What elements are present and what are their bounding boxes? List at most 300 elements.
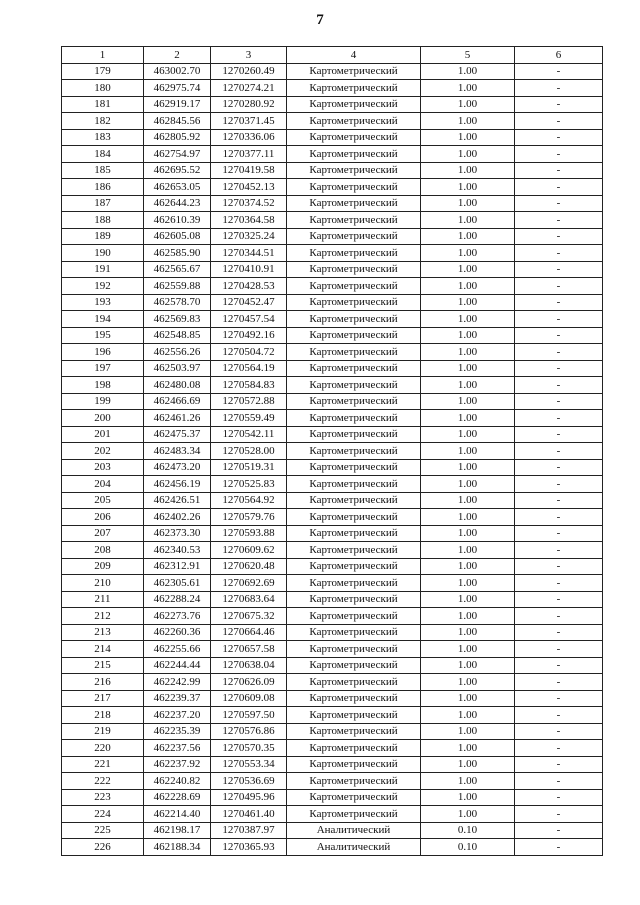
table-cell: 223: [62, 789, 144, 806]
table-cell: 1270564.19: [211, 360, 287, 377]
table-cell: 1270377.11: [211, 146, 287, 163]
table-cell: 196: [62, 344, 144, 361]
table-cell: Картометрический: [287, 476, 421, 493]
table-cell: 184: [62, 146, 144, 163]
table-cell: 1.00: [421, 558, 515, 575]
table-cell: 462578.70: [144, 294, 211, 311]
table-cell: 1270597.50: [211, 707, 287, 724]
table-cell: 462975.74: [144, 80, 211, 97]
table-cell: Картометрический: [287, 657, 421, 674]
table-cell: 1270374.52: [211, 195, 287, 212]
table-cell: 1270675.32: [211, 608, 287, 625]
table-cell: 192: [62, 278, 144, 295]
table-cell: 462475.37: [144, 426, 211, 443]
table-row: [62, 690, 603, 707]
table-cell: 1270492.16: [211, 327, 287, 344]
table-cell: 1270461.40: [211, 806, 287, 823]
table-cell: 1270584.83: [211, 377, 287, 394]
table-cell: -: [515, 624, 603, 641]
table-cell: 462480.08: [144, 377, 211, 394]
table-cell: 462644.23: [144, 195, 211, 212]
table-body: [62, 63, 603, 855]
table-cell: 1.00: [421, 459, 515, 476]
table-cell: 462503.97: [144, 360, 211, 377]
table-cell: -: [515, 228, 603, 245]
table-cell: 179: [62, 63, 144, 80]
table-cell: -: [515, 80, 603, 97]
table-cell: 224: [62, 806, 144, 823]
table-row: [62, 245, 603, 262]
table-row: [62, 344, 603, 361]
table-cell: Картометрический: [287, 690, 421, 707]
table-cell: Картометрический: [287, 327, 421, 344]
table-cell: 1270274.21: [211, 80, 287, 97]
table-cell: Картометрический: [287, 789, 421, 806]
table-cell: 462214.40: [144, 806, 211, 823]
table-cell: 1.00: [421, 377, 515, 394]
table-cell: 1.00: [421, 393, 515, 410]
table-cell: -: [515, 360, 603, 377]
header-cell: 2: [144, 47, 211, 64]
table-cell: Картометрический: [287, 525, 421, 542]
table-cell: 209: [62, 558, 144, 575]
table-cell: -: [515, 393, 603, 410]
header-cell: 5: [421, 47, 515, 64]
table-cell: -: [515, 146, 603, 163]
table-row: [62, 509, 603, 526]
table-cell: 462242.99: [144, 674, 211, 691]
table-cell: 1270452.47: [211, 294, 287, 311]
table-cell: 1.00: [421, 740, 515, 757]
table-cell: 1270365.93: [211, 839, 287, 856]
table-cell: 462653.05: [144, 179, 211, 196]
table-cell: 211: [62, 591, 144, 608]
table-cell: 1.00: [421, 674, 515, 691]
table-cell: 205: [62, 492, 144, 509]
table-cell: 183: [62, 129, 144, 146]
table-cell: 198: [62, 377, 144, 394]
table-cell: 212: [62, 608, 144, 625]
table-cell: -: [515, 327, 603, 344]
table-cell: 1270504.72: [211, 344, 287, 361]
table-cell: -: [515, 558, 603, 575]
table-cell: 189: [62, 228, 144, 245]
table-cell: -: [515, 410, 603, 427]
table-cell: 1.00: [421, 624, 515, 641]
table-cell: 194: [62, 311, 144, 328]
table-cell: 462456.19: [144, 476, 211, 493]
table-cell: 182: [62, 113, 144, 130]
table-cell: 1270336.06: [211, 129, 287, 146]
table-cell: 1270325.24: [211, 228, 287, 245]
table-cell: 462237.92: [144, 756, 211, 773]
table-row: [62, 492, 603, 509]
table-cell: 181: [62, 96, 144, 113]
table-cell: 1.00: [421, 162, 515, 179]
table-cell: Картометрический: [287, 393, 421, 410]
table-cell: 1270536.69: [211, 773, 287, 790]
table-cell: 1.00: [421, 212, 515, 229]
table-row: [62, 228, 603, 245]
table-cell: 462288.24: [144, 591, 211, 608]
table-cell: 462556.26: [144, 344, 211, 361]
table-cell: 208: [62, 542, 144, 559]
table-row: [62, 311, 603, 328]
table-row: [62, 393, 603, 410]
table-cell: 1.00: [421, 179, 515, 196]
table-cell: -: [515, 377, 603, 394]
table-cell: 1.00: [421, 789, 515, 806]
table-cell: Картометрический: [287, 195, 421, 212]
table-cell: Картометрический: [287, 542, 421, 559]
header-cell: 3: [211, 47, 287, 64]
table-cell: Картометрический: [287, 360, 421, 377]
table-cell: 213: [62, 624, 144, 641]
table-cell: 1270609.62: [211, 542, 287, 559]
table-cell: Картометрический: [287, 575, 421, 592]
table-row: [62, 740, 603, 757]
table-cell: 215: [62, 657, 144, 674]
table-cell: 462483.34: [144, 443, 211, 460]
table-cell: 462610.39: [144, 212, 211, 229]
table-cell: 1270519.31: [211, 459, 287, 476]
table-cell: 1.00: [421, 146, 515, 163]
table-row: [62, 822, 603, 839]
table-cell: -: [515, 294, 603, 311]
table-cell: Картометрический: [287, 509, 421, 526]
table-cell: Картометрический: [287, 245, 421, 262]
table-cell: 1270638.04: [211, 657, 287, 674]
table-header-row: [62, 47, 603, 64]
table-cell: 1.00: [421, 129, 515, 146]
table-cell: -: [515, 641, 603, 658]
table-cell: 1.00: [421, 525, 515, 542]
table-cell: 1.00: [421, 63, 515, 80]
table-cell: 1270371.45: [211, 113, 287, 130]
table-cell: 1270570.35: [211, 740, 287, 757]
table-row: [62, 113, 603, 130]
table-cell: 1270428.53: [211, 278, 287, 295]
table-cell: -: [515, 63, 603, 80]
table-row: [62, 624, 603, 641]
table-cell: 1270260.49: [211, 63, 287, 80]
table-row: [62, 591, 603, 608]
table-cell: Картометрический: [287, 212, 421, 229]
table-row: [62, 278, 603, 295]
table-cell: 1270683.64: [211, 591, 287, 608]
table-cell: 462402.26: [144, 509, 211, 526]
table-cell: 1.00: [421, 294, 515, 311]
table-cell: -: [515, 657, 603, 674]
table-row: [62, 789, 603, 806]
table-cell: 462340.53: [144, 542, 211, 559]
table-cell: Аналитический: [287, 822, 421, 839]
table-cell: 462237.56: [144, 740, 211, 757]
table-cell: Картометрический: [287, 344, 421, 361]
table-cell: Картометрический: [287, 377, 421, 394]
table-cell: 186: [62, 179, 144, 196]
table-row: [62, 146, 603, 163]
table-cell: 201: [62, 426, 144, 443]
table-cell: 462605.08: [144, 228, 211, 245]
table-cell: Картометрический: [287, 756, 421, 773]
table-cell: Картометрический: [287, 492, 421, 509]
table-cell: 462565.67: [144, 261, 211, 278]
table-cell: 1.00: [421, 773, 515, 790]
table-cell: 1.00: [421, 575, 515, 592]
table-cell: -: [515, 723, 603, 740]
table-row: [62, 723, 603, 740]
table-row: [62, 294, 603, 311]
table-cell: -: [515, 476, 603, 493]
table-cell: 1270495.96: [211, 789, 287, 806]
table-cell: Картометрический: [287, 113, 421, 130]
table-cell: 462255.66: [144, 641, 211, 658]
table-cell: 1.00: [421, 278, 515, 295]
table-cell: -: [515, 608, 603, 625]
table-cell: 462228.69: [144, 789, 211, 806]
table-cell: 1270626.09: [211, 674, 287, 691]
table-cell: 1270572.88: [211, 393, 287, 410]
table-cell: Картометрический: [287, 162, 421, 179]
table-cell: 1.00: [421, 542, 515, 559]
table-cell: 462305.61: [144, 575, 211, 592]
table-cell: 219: [62, 723, 144, 740]
table-cell: 1270452.13: [211, 179, 287, 196]
table-cell: 1.00: [421, 641, 515, 658]
table-cell: 1.00: [421, 806, 515, 823]
table-cell: 1.00: [421, 509, 515, 526]
table-cell: 218: [62, 707, 144, 724]
table-cell: Картометрический: [287, 80, 421, 97]
table-row: [62, 80, 603, 97]
table-row: [62, 443, 603, 460]
table-cell: 463002.70: [144, 63, 211, 80]
table-cell: -: [515, 212, 603, 229]
table-cell: 462805.92: [144, 129, 211, 146]
table-cell: 1270542.11: [211, 426, 287, 443]
table-cell: 1.00: [421, 327, 515, 344]
table-row: [62, 410, 603, 427]
table-cell: 193: [62, 294, 144, 311]
table-cell: 1270620.48: [211, 558, 287, 575]
table-cell: -: [515, 690, 603, 707]
table-cell: -: [515, 525, 603, 542]
table-cell: 462466.69: [144, 393, 211, 410]
table-row: [62, 756, 603, 773]
table-cell: 462244.44: [144, 657, 211, 674]
table-cell: 462426.51: [144, 492, 211, 509]
table-cell: Аналитический: [287, 839, 421, 856]
table-cell: 462239.37: [144, 690, 211, 707]
table-cell: 462235.39: [144, 723, 211, 740]
table-cell: Картометрический: [287, 410, 421, 427]
table-cell: 199: [62, 393, 144, 410]
table-cell: Картометрический: [287, 261, 421, 278]
table-cell: 462312.91: [144, 558, 211, 575]
table-row: [62, 212, 603, 229]
table-cell: -: [515, 773, 603, 790]
table-row: [62, 96, 603, 113]
table-row: [62, 129, 603, 146]
table-cell: 1270553.34: [211, 756, 287, 773]
table-cell: Картометрический: [287, 294, 421, 311]
table-cell: -: [515, 96, 603, 113]
table-cell: 1.00: [421, 410, 515, 427]
table-cell: -: [515, 674, 603, 691]
table-cell: 226: [62, 839, 144, 856]
table-cell: 1270280.92: [211, 96, 287, 113]
table-cell: 191: [62, 261, 144, 278]
table-cell: 462845.56: [144, 113, 211, 130]
table-row: [62, 261, 603, 278]
table-cell: Картометрический: [287, 146, 421, 163]
table-cell: 1270657.58: [211, 641, 287, 658]
table-cell: 1270344.51: [211, 245, 287, 262]
table-cell: Картометрический: [287, 707, 421, 724]
table-row: [62, 476, 603, 493]
table-cell: 1.00: [421, 707, 515, 724]
table-row: [62, 459, 603, 476]
header-cell: 1: [62, 47, 144, 64]
table-row: [62, 707, 603, 724]
table-cell: 180: [62, 80, 144, 97]
table-cell: 225: [62, 822, 144, 839]
table-cell: 462585.90: [144, 245, 211, 262]
table-cell: 462569.83: [144, 311, 211, 328]
table-row: [62, 657, 603, 674]
table-cell: Картометрический: [287, 773, 421, 790]
table-cell: -: [515, 575, 603, 592]
table-row: [62, 360, 603, 377]
table-cell: -: [515, 261, 603, 278]
header-cell: 6: [515, 47, 603, 64]
table-row: [62, 608, 603, 625]
table-cell: -: [515, 195, 603, 212]
table-cell: -: [515, 806, 603, 823]
table-cell: 220: [62, 740, 144, 757]
table-cell: 1270576.86: [211, 723, 287, 740]
table-cell: 1270692.69: [211, 575, 287, 592]
table-cell: 1.00: [421, 723, 515, 740]
table-cell: 1.00: [421, 591, 515, 608]
table-cell: 214: [62, 641, 144, 658]
table-row: [62, 674, 603, 691]
table-cell: 462461.26: [144, 410, 211, 427]
table-cell: 210: [62, 575, 144, 592]
table-cell: 1270609.08: [211, 690, 287, 707]
table-cell: 1.00: [421, 311, 515, 328]
table-cell: Картометрический: [287, 624, 421, 641]
table-cell: -: [515, 245, 603, 262]
table-row: [62, 542, 603, 559]
table-row: [62, 195, 603, 212]
table-cell: 1.00: [421, 608, 515, 625]
table-cell: 1270457.54: [211, 311, 287, 328]
table-cell: 1270528.00: [211, 443, 287, 460]
table-cell: Картометрический: [287, 558, 421, 575]
table-cell: Картометрический: [287, 806, 421, 823]
table-cell: 1270525.83: [211, 476, 287, 493]
table-cell: -: [515, 443, 603, 460]
table-row: [62, 162, 603, 179]
table-cell: 462373.30: [144, 525, 211, 542]
table-cell: 204: [62, 476, 144, 493]
table-cell: 203: [62, 459, 144, 476]
table-cell: 207: [62, 525, 144, 542]
table-cell: 1.00: [421, 113, 515, 130]
table-cell: 462198.17: [144, 822, 211, 839]
table-cell: 202: [62, 443, 144, 460]
table-row: [62, 525, 603, 542]
table-cell: -: [515, 822, 603, 839]
table-cell: 1270419.58: [211, 162, 287, 179]
table-row: [62, 179, 603, 196]
page-number: 7: [316, 12, 324, 28]
table-cell: -: [515, 740, 603, 757]
table-row: [62, 558, 603, 575]
table-cell: 200: [62, 410, 144, 427]
table-cell: 190: [62, 245, 144, 262]
table-cell: -: [515, 278, 603, 295]
table-cell: Картометрический: [287, 443, 421, 460]
table-cell: 1.00: [421, 96, 515, 113]
table-cell: 462548.85: [144, 327, 211, 344]
table-cell: 1.00: [421, 261, 515, 278]
table-cell: 216: [62, 674, 144, 691]
table-row: [62, 839, 603, 856]
table-cell: 1270564.92: [211, 492, 287, 509]
table-cell: Картометрический: [287, 179, 421, 196]
table-cell: -: [515, 162, 603, 179]
table-cell: 1.00: [421, 443, 515, 460]
table-cell: -: [515, 179, 603, 196]
table-cell: 217: [62, 690, 144, 707]
table-cell: 1.00: [421, 426, 515, 443]
table-cell: -: [515, 311, 603, 328]
table-cell: 462473.20: [144, 459, 211, 476]
table-cell: 462559.88: [144, 278, 211, 295]
table-cell: 462240.82: [144, 773, 211, 790]
table-cell: 0.10: [421, 822, 515, 839]
table-cell: -: [515, 459, 603, 476]
table-cell: -: [515, 542, 603, 559]
table-cell: 1270579.76: [211, 509, 287, 526]
table-cell: 1.00: [421, 195, 515, 212]
table-row: [62, 641, 603, 658]
table-row: [62, 377, 603, 394]
table-cell: 1.00: [421, 360, 515, 377]
table-cell: 1.00: [421, 756, 515, 773]
table-cell: -: [515, 509, 603, 526]
table-cell: -: [515, 426, 603, 443]
table-cell: Картометрический: [287, 459, 421, 476]
table-cell: 206: [62, 509, 144, 526]
table-cell: 188: [62, 212, 144, 229]
table-cell: 1.00: [421, 492, 515, 509]
coordinates-table: [61, 46, 603, 856]
table-cell: 195: [62, 327, 144, 344]
table-cell: 462273.76: [144, 608, 211, 625]
table-cell: 462260.36: [144, 624, 211, 641]
table-cell: Картометрический: [287, 426, 421, 443]
table-row: [62, 63, 603, 80]
table-cell: 1.00: [421, 690, 515, 707]
table-cell: Картометрический: [287, 723, 421, 740]
table-cell: 1270593.88: [211, 525, 287, 542]
table-cell: 1.00: [421, 476, 515, 493]
table-cell: 1.00: [421, 80, 515, 97]
